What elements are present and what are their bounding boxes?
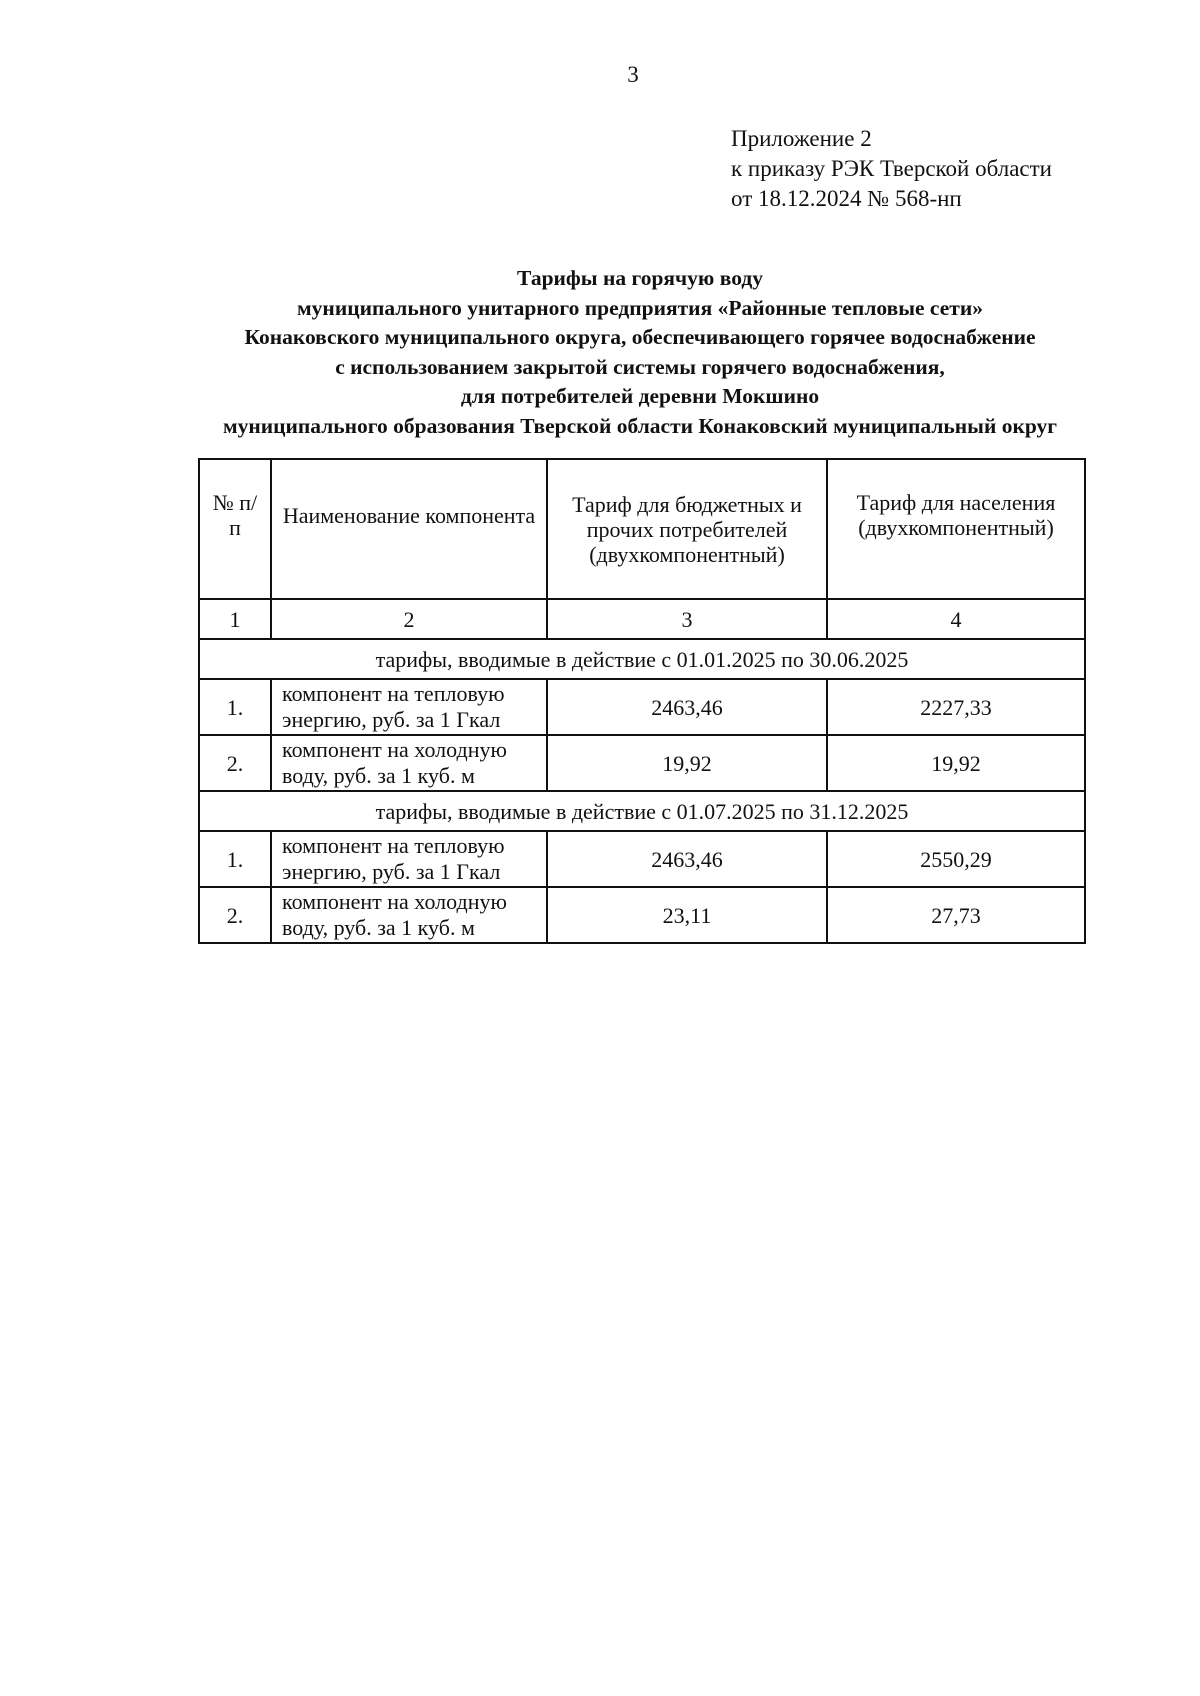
header-budget [547,459,827,599]
row-population: 19,92 [827,735,1085,791]
header-population-text: Тариф для населения (двухкомпонентный) [856,490,1056,540]
period-label: тарифы, вводимые в действие с 01.07.2025 по 31.12.2025 [199,791,1085,831]
period-row [199,639,1085,679]
column-number: 3 [547,599,827,639]
header-name-text: Наименование компонента [282,502,536,528]
header-name [271,459,547,599]
title-line: Тарифы на горячую воду [517,266,763,290]
row-num: 2. [199,735,271,791]
row-name: компонент на тепловую энергию, руб. за 1 Гкал [271,679,547,735]
row-num: 2. [199,887,271,943]
row-population: 2550,29 [827,831,1085,887]
annex-line-2: к приказу РЭК Тверской области [731,156,1052,181]
row-name: компонент на тепловую энергию, руб. за 1 Гкал [271,831,547,887]
title-line: для потребителей деревни Мокшино [460,384,820,408]
title-line: Конаковского муниципального округа, обеспечивающего горячее водоснабжение [244,325,1036,349]
title-line: муниципального унитарного предприятия «Районные тепловые сети» [297,295,983,320]
tariff-table [198,458,1086,944]
title-line: муниципального образования Тверской области Конаковский муниципальный округ [222,413,1058,438]
annex-line-3: от 18.12.2024 № 568-нп [731,186,962,211]
table-row [199,735,1085,791]
table-header-row [199,459,1085,599]
table-row [199,679,1085,735]
column-number: 1 [199,599,271,639]
column-number: 4 [827,599,1085,639]
row-population: 2227,33 [827,679,1085,735]
row-num: 1. [199,679,271,735]
row-budget: 2463,46 [547,831,827,887]
header-num [199,459,271,599]
header-population [827,459,1085,599]
annex-line-1: Приложение 2 [731,126,872,151]
document-title [160,264,1120,441]
header-budget-text: Тариф для бюджетных и прочих потребителей (двухкомпонентный) [572,491,802,567]
row-population: 27,73 [827,887,1085,943]
row-budget: 23,11 [547,887,827,943]
row-name: компонент на холодную воду, руб. за 1 куб. м [271,735,547,791]
column-number: 2 [271,599,547,639]
row-num: 1. [199,831,271,887]
period-label: тарифы, вводимые в действие с 01.01.2025 по 30.06.2025 [199,639,1085,679]
row-name: компонент на холодную воду, руб. за 1 куб. м [271,887,547,943]
row-budget: 2463,46 [547,679,827,735]
row-budget: 19,92 [547,735,827,791]
annex-reference [731,124,1052,214]
title-line: с использованием закрытой системы горячего водоснабжения, [335,354,945,379]
page-number: 3 [627,62,639,87]
table-row [199,831,1085,887]
column-number-row [199,599,1085,639]
table-row [199,887,1085,943]
period-row [199,791,1085,831]
header-num-text: № п/п [212,490,258,540]
